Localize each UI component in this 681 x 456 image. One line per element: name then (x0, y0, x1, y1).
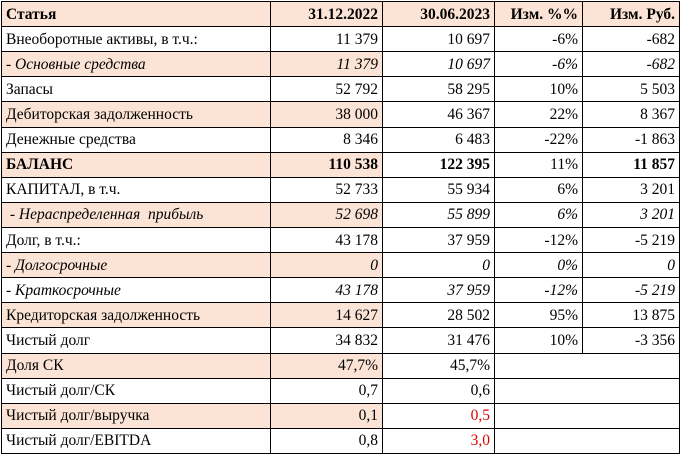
row-change-rub: -682 (583, 52, 680, 77)
row-change-pct: 11% (495, 152, 583, 177)
row-value-2022: 52 698 (271, 202, 383, 227)
header-change-rub: Изм. Руб. (583, 2, 680, 27)
row-change-pct: 10% (495, 77, 583, 102)
row-label: Внеоборотные активы, в т.ч.: (2, 27, 271, 52)
row-value-2023: 46 367 (383, 102, 495, 127)
row-label: Запасы (2, 77, 271, 102)
header-article: Статья (2, 2, 271, 27)
row-label: БАЛАНС (2, 152, 271, 177)
ratio-value-2022: 0,1 (271, 403, 383, 428)
table-header-row (2, 2, 680, 27)
ratio-label: Чистый долг/СК (2, 378, 271, 403)
row-value-2022: 14 627 (271, 303, 383, 328)
row-value-2023: 6 483 (383, 127, 495, 152)
ratio-value-2023: 0,6 (383, 378, 495, 403)
row-value-2023: 55 934 (383, 177, 495, 202)
row-change-rub: -1 863 (583, 127, 680, 152)
row-value-2023: 28 502 (383, 303, 495, 328)
header-change-pct: Изм. %% (495, 2, 583, 27)
ratio-value-2022: 0,7 (271, 378, 383, 403)
row-change-pct: 6% (495, 177, 583, 202)
row-label: - Нераспределенная прибыль (2, 202, 271, 227)
table-row (2, 253, 680, 278)
row-change-pct: -12% (495, 278, 583, 303)
row-label: КАПИТАЛ, в т.ч. (2, 177, 271, 202)
row-value-2023: 37 959 (383, 227, 495, 252)
ratio-value-2023: 0,5 (383, 403, 495, 428)
ratio-label: Доля СК (2, 353, 271, 378)
ratio-row (2, 403, 680, 428)
ratio-row (2, 428, 680, 453)
table-row (2, 328, 680, 353)
row-value-2022: 0 (271, 253, 383, 278)
row-value-2023: 55 899 (383, 202, 495, 227)
ratio-row (2, 378, 680, 403)
row-change-rub: 11 857 (583, 152, 680, 177)
row-value-2022: 43 178 (271, 227, 383, 252)
table-row (2, 177, 680, 202)
table-row-balance (2, 152, 680, 177)
row-change-rub: 3 201 (583, 202, 680, 227)
row-value-2023: 37 959 (383, 278, 495, 303)
ratio-value-2022: 0,8 (271, 428, 383, 453)
table-row (2, 278, 680, 303)
row-change-pct: -12% (495, 227, 583, 252)
row-change-pct: 10% (495, 328, 583, 353)
table-row (2, 52, 680, 77)
row-value-2023: 10 697 (383, 27, 495, 52)
row-change-rub: 5 503 (583, 77, 680, 102)
ratio-value-2023: 3,0 (383, 428, 495, 453)
row-label: - Долгосрочные (2, 253, 271, 278)
row-change-pct: 22% (495, 102, 583, 127)
row-change-rub: 0 (583, 253, 680, 278)
row-value-2023: 58 295 (383, 77, 495, 102)
empty-cell (495, 378, 680, 403)
table-row (2, 227, 680, 252)
row-value-2022: 43 178 (271, 278, 383, 303)
table-row (2, 202, 680, 227)
row-change-pct: -6% (495, 52, 583, 77)
table-row (2, 77, 680, 102)
table-row (2, 127, 680, 152)
ratio-row (2, 353, 680, 378)
row-change-rub: -5 219 (583, 227, 680, 252)
table-row (2, 303, 680, 328)
row-change-rub: -682 (583, 27, 680, 52)
row-value-2022: 11 379 (271, 52, 383, 77)
row-value-2022: 8 346 (271, 127, 383, 152)
row-value-2022: 52 792 (271, 77, 383, 102)
row-change-rub: 13 875 (583, 303, 680, 328)
header-date-2022: 31.12.2022 (271, 2, 383, 27)
row-change-pct: 95% (495, 303, 583, 328)
row-label: - Основные средства (2, 52, 271, 77)
empty-cell (495, 403, 680, 428)
row-label: Дебиторская задолженность (2, 102, 271, 127)
row-change-pct: -6% (495, 27, 583, 52)
ratio-value-2022: 47,7% (271, 353, 383, 378)
row-label: Кредиторская задолженность (2, 303, 271, 328)
ratio-label: Чистый долг/EBITDA (2, 428, 271, 453)
row-value-2023: 10 697 (383, 52, 495, 77)
row-change-rub: 3 201 (583, 177, 680, 202)
ratio-value-2023: 45,7% (383, 353, 495, 378)
row-change-pct: 0% (495, 253, 583, 278)
row-change-rub: -3 356 (583, 328, 680, 353)
row-value-2022: 52 733 (271, 177, 383, 202)
row-value-2022: 11 379 (271, 27, 383, 52)
row-value-2022: 38 000 (271, 102, 383, 127)
row-value-2022: 34 832 (271, 328, 383, 353)
row-value-2022: 110 538 (271, 152, 383, 177)
row-value-2023: 31 476 (383, 328, 495, 353)
row-change-pct: 6% (495, 202, 583, 227)
table-row (2, 102, 680, 127)
row-label: Долг, в т.ч.: (2, 227, 271, 252)
empty-cell (495, 428, 680, 453)
ratio-label: Чистый долг/выручка (2, 403, 271, 428)
balance-table (1, 1, 680, 454)
row-value-2023: 122 395 (383, 152, 495, 177)
row-change-rub: -5 219 (583, 278, 680, 303)
row-change-pct: -22% (495, 127, 583, 152)
empty-cell (495, 353, 680, 378)
row-label: Денежные средства (2, 127, 271, 152)
row-value-2023: 0 (383, 253, 495, 278)
header-date-2023: 30.06.2023 (383, 2, 495, 27)
row-label: Чистый долг (2, 328, 271, 353)
row-label: - Краткосрочные (2, 278, 271, 303)
table-row (2, 27, 680, 52)
row-change-rub: 8 367 (583, 102, 680, 127)
